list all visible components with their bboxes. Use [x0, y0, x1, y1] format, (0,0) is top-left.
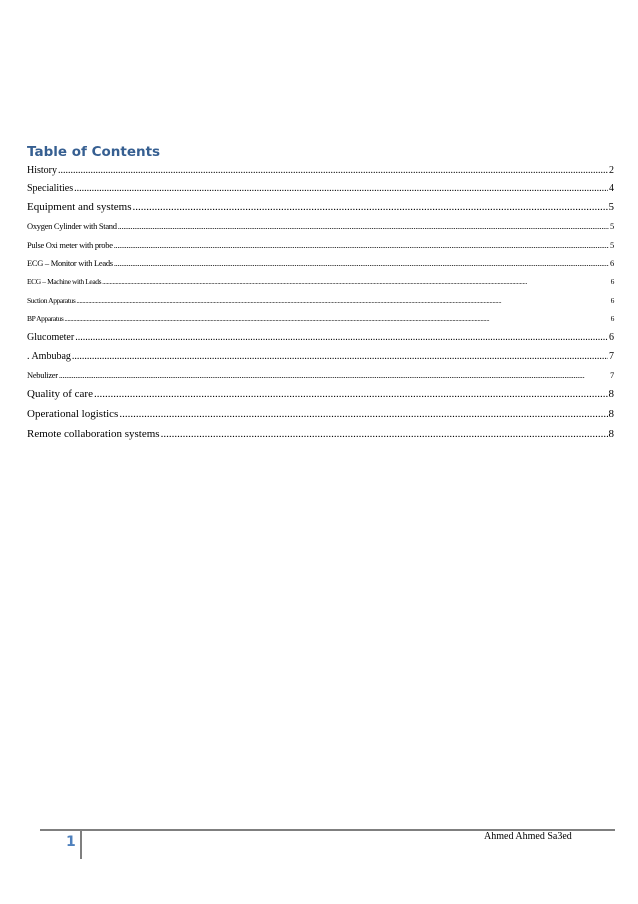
toc-entry-label: Oxygen Cylinder with Stand — [27, 221, 117, 231]
toc-entry-label: Remote collaboration systems — [27, 428, 160, 440]
toc-entry-history[interactable] — [27, 166, 614, 176]
toc-entry-page: 6 — [610, 258, 614, 268]
dot-leader — [114, 259, 609, 268]
toc-entry-page: 5 — [608, 201, 614, 213]
toc-entry-glucometer[interactable] — [27, 333, 614, 343]
toc-entry-ecg-machine[interactable] — [27, 278, 614, 286]
page-number: 1 — [66, 834, 76, 850]
dot-leader — [102, 278, 610, 286]
toc-entry-label: Suction Apparatus — [27, 296, 76, 305]
dot-leader — [133, 202, 608, 213]
toc-entry-nebulizer[interactable] — [27, 371, 614, 380]
dot-leader — [94, 389, 608, 400]
toc-entry-label: ECG – Machine with Leads — [27, 277, 102, 286]
toc-entry-page: 7 — [610, 370, 614, 380]
toc-entry-page: 8 — [608, 408, 614, 420]
toc-entry-label: Specialities — [27, 183, 74, 194]
toc-title: Table of Contents — [27, 144, 161, 160]
toc-entry-page: 6 — [610, 277, 614, 286]
dot-leader — [161, 429, 608, 440]
toc-entry-remote-collaboration[interactable] — [27, 429, 614, 440]
toc-entry-label: History — [27, 165, 57, 176]
toc-entry-ambubag[interactable] — [27, 352, 614, 362]
toc-entry-label: BP Apparatus — [27, 314, 64, 323]
toc-entry-page: 8 — [608, 388, 614, 400]
dot-leader — [114, 241, 609, 250]
toc-entry-label: Nebulizer — [27, 370, 58, 380]
toc-entry-ecg-monitor[interactable] — [27, 259, 614, 268]
dot-leader — [72, 352, 608, 362]
toc-entry-page: 4 — [609, 183, 614, 194]
dot-leader — [75, 333, 608, 343]
toc-entry-label: ECG – Monitor with Leads — [27, 258, 113, 268]
toc-entry-page: 8 — [608, 428, 614, 440]
toc-entry-page: 6 — [610, 296, 614, 305]
toc-entry-suction-apparatus[interactable] — [27, 297, 614, 305]
toc-entry-oxygen-cylinder[interactable] — [27, 222, 614, 231]
dot-leader — [64, 315, 609, 323]
toc-entry-equipment-and-systems[interactable] — [27, 202, 614, 213]
toc-entry-label: Quality of care — [27, 388, 93, 400]
footer-author: Ahmed Ahmed Sa3ed — [484, 831, 572, 842]
dot-leader — [74, 184, 608, 194]
toc-entry-pulse-oximeter[interactable] — [27, 241, 614, 250]
toc-entry-label: . Ambubag — [27, 351, 71, 362]
dot-leader — [118, 222, 609, 231]
toc-entry-page: 5 — [610, 240, 614, 250]
toc-entry-quality-of-care[interactable] — [27, 389, 614, 400]
toc-entry-page: 7 — [609, 351, 614, 362]
toc-entry-specialities[interactable] — [27, 184, 614, 194]
toc-entry-page: 2 — [609, 165, 614, 176]
dot-leader — [119, 409, 607, 420]
dot-leader — [58, 166, 608, 176]
page-number-divider — [80, 829, 82, 859]
toc-entry-page: 5 — [610, 221, 614, 231]
toc-entry-label: Equipment and systems — [27, 201, 132, 213]
toc-entry-page: 6 — [609, 332, 614, 343]
toc-entry-label: Pulse Oxi meter with probe — [27, 240, 113, 250]
toc-entry-operational-logistics[interactable] — [27, 409, 614, 420]
dot-leader — [59, 371, 609, 380]
toc-entry-label: Glucometer — [27, 332, 75, 343]
toc-entry-page: 6 — [610, 314, 614, 323]
toc-entry-bp-apparatus[interactable] — [27, 315, 614, 323]
dot-leader — [76, 297, 609, 305]
toc-entry-label: Operational logistics — [27, 408, 119, 420]
